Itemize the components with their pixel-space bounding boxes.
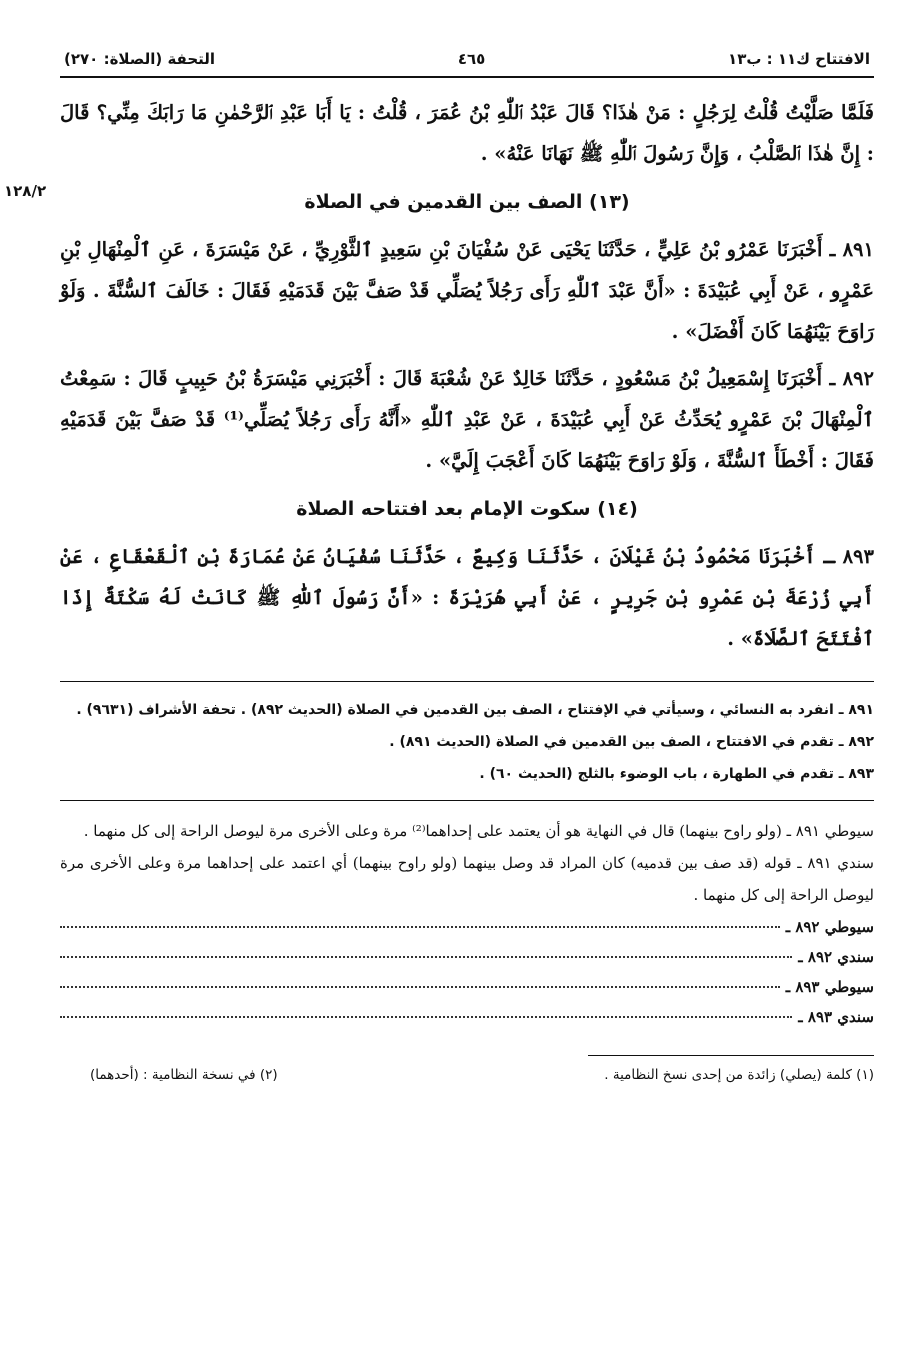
suyuti-891: سيوطي ٨٩١ ـ (ولو راوح بينهما) قال في النهاية هو أن يعتمد على إحداهما⁽²⁾ مرة وعلى الأخرى مرة ليوصل الراحة إلى كل منهما . [83, 822, 874, 840]
margin-reference: ١٢٨/٢ [4, 182, 47, 200]
stub-label: سيوطي ٨٩٣ ـ [785, 978, 874, 996]
footnotes [60, 1055, 874, 1083]
hadith-893: ٨٩٣ ـ أَخْبَرَنَا مَحْمُودُ بْنُ غَيْلَانَ ، حَدَّثَنَا وَكِيعٌ ، حَدَّثَنَا سُفْيَانُ عَنْ عُمَارَةَ بْنِ ٱلْقَعْقَاعِ ، عَنْ أَبِي زُرْعَةَ بْنِ عَمْرِو بْنِ جَرِيرٍ ، عَنْ أَبِي هُرَيْرَةَ : «أَنَّ رَسُولَ ٱللّٰهِ ﷺ كَانَتْ لَهُ سَكْتَةٌ إِذَا ٱفْتَتَحَ ٱلصَّلَاةَ» . [60, 545, 874, 650]
stub-suyuti-892 [60, 911, 874, 941]
takhrij-notes [60, 681, 874, 790]
takhrij-892: ٨٩٢ ـ تقدم في الافتتاح ، الصف بين القدمين في الصلاة (الحديث ٨٩١) . [389, 734, 874, 750]
footnote-1: (١) كلمة (يصلي) زائدة من إحدى نسخ النظامية . [604, 1067, 874, 1083]
stub-suyuti-893 [60, 971, 874, 1001]
dotted-leader [60, 985, 780, 988]
page-number: ٤٦٥ [457, 50, 486, 68]
main-text [60, 92, 874, 659]
dotted-leader [60, 955, 792, 958]
stub-sindi-893 [60, 1001, 874, 1031]
running-header [60, 50, 874, 78]
commentary-notes [60, 800, 874, 1031]
page [60, 50, 874, 1083]
stub-sindi-892 [60, 941, 874, 971]
dotted-leader [60, 1015, 792, 1018]
footnote-2: (٢) في نسخة النظامية : (أحدهما) [90, 1067, 278, 1083]
takhrij-893: ٨٩٣ ـ تقدم في الطهارة ، باب الوضوء بالثلج (الحديث ٦٠) . [479, 766, 874, 782]
stub-label: سيوطي ٨٩٢ ـ [785, 918, 874, 936]
header-chapter: الافتتاح ك١١ : ب١٣ [728, 50, 870, 68]
section-heading-14: (١٤) سكوت الإمام بعد افتتاحه الصلاة [296, 498, 638, 520]
hadith-892: ٨٩٢ ـ أَخْبَرَنَا إِسْمَعِيلُ بْنُ مَسْعُودٍ ، حَدَّثَنَا خَالِدٌ عَنْ شُعْبَةَ قَالَ : أَخْبَرَنِي مَيْسَرَةُ بْنُ حَبِيبٍ قَالَ : سَمِعْتُ ٱلْمِنْهَالَ بْنَ عَمْرٍو يُحَدِّثُ عَنْ أَبِي عُبَيْدَةَ ، عَنْ عَبْدِ ٱللّٰهِ «أَنَّهُ رَأَى رَجُلاً يُصَلِّي⁽¹⁾ قَدْ صَفَّ بَيْنَ قَدَمَيْهِ فَقَالَ : أَخْطَأَ ٱلسُّنَّةَ ، وَلَوْ رَاوَحَ بَيْنَهُمَا كَانَ أَعْجَبَ إِلَيَّ» . [60, 367, 874, 472]
hadith-891: ٨٩١ ـ أَخْبَرَنَا عَمْرُو بْنُ عَلِيٍّ ، حَدَّثَنَا يَحْيَى عَنْ سُفْيَانَ بْنِ سَعِيدٍ ٱلثَّوْرِيِّ ، عَنْ مَيْسَرَةَ ، عَنِ ٱلْمِنْهَالِ بْنِ عَمْرٍو ، عَنْ أَبِي عُبَيْدَةَ : «أَنَّ عَبْدَ ٱللّٰهِ رَأَى رَجُلاً يُصَلِّي قَدْ صَفَّ بَيْنَ قَدَمَيْهِ فَقَالَ : خَالَفَ ٱلسُّنَّةَ . وَلَوْ رَاوَحَ بَيْنَهُمَا كَانَ أَفْضَلَ» . [60, 238, 874, 343]
stub-label: سندي ٨٩٢ ـ [798, 948, 874, 966]
header-tuhfa-reference: التحفة (الصلاة: ٢٧٠) [64, 50, 216, 68]
stub-label: سندي ٨٩٣ ـ [798, 1008, 874, 1026]
dotted-leader [60, 925, 780, 928]
takhrij-891: ٨٩١ ـ انفرد به النسائي ، وسيأتي في الإفتتاح ، الصف بين القدمين في الصلاة (الحديث ٨٩٢) . تحفة الأشراف (٩٦٣١) . [76, 702, 874, 718]
intro-paragraph: فَلَمَّا صَلَّيْتُ قُلْتُ لِرَجُلٍ : مَنْ هٰذَا؟ قَالَ عَبْدُ ٱللّٰهِ بْنُ عُمَرَ ، قُلْتُ : يَا أَبَا عَبْدِ ٱلرَّحْمٰنِ مَا رَابَكَ مِنِّي؟ قَالَ : إِنَّ هٰذَا ٱلصَّلْبُ ، وَإِنَّ رَسُولَ ٱللّٰهِ ﷺ نَهَانَا عَنْهُ» . [60, 101, 874, 165]
section-heading-13: (١٣) الصف بين القدمين في الصلاة [304, 191, 630, 213]
sindi-891: سندي ٨٩١ ـ قوله (قد صف بين قدميه) كان المراد قد وصل بينهما (ولو راوح بينهما) أي اعتمد على إحداهما مرة وعلى الأخرى مرة ليوصل الراحة إلى كل منهما . [60, 854, 874, 904]
